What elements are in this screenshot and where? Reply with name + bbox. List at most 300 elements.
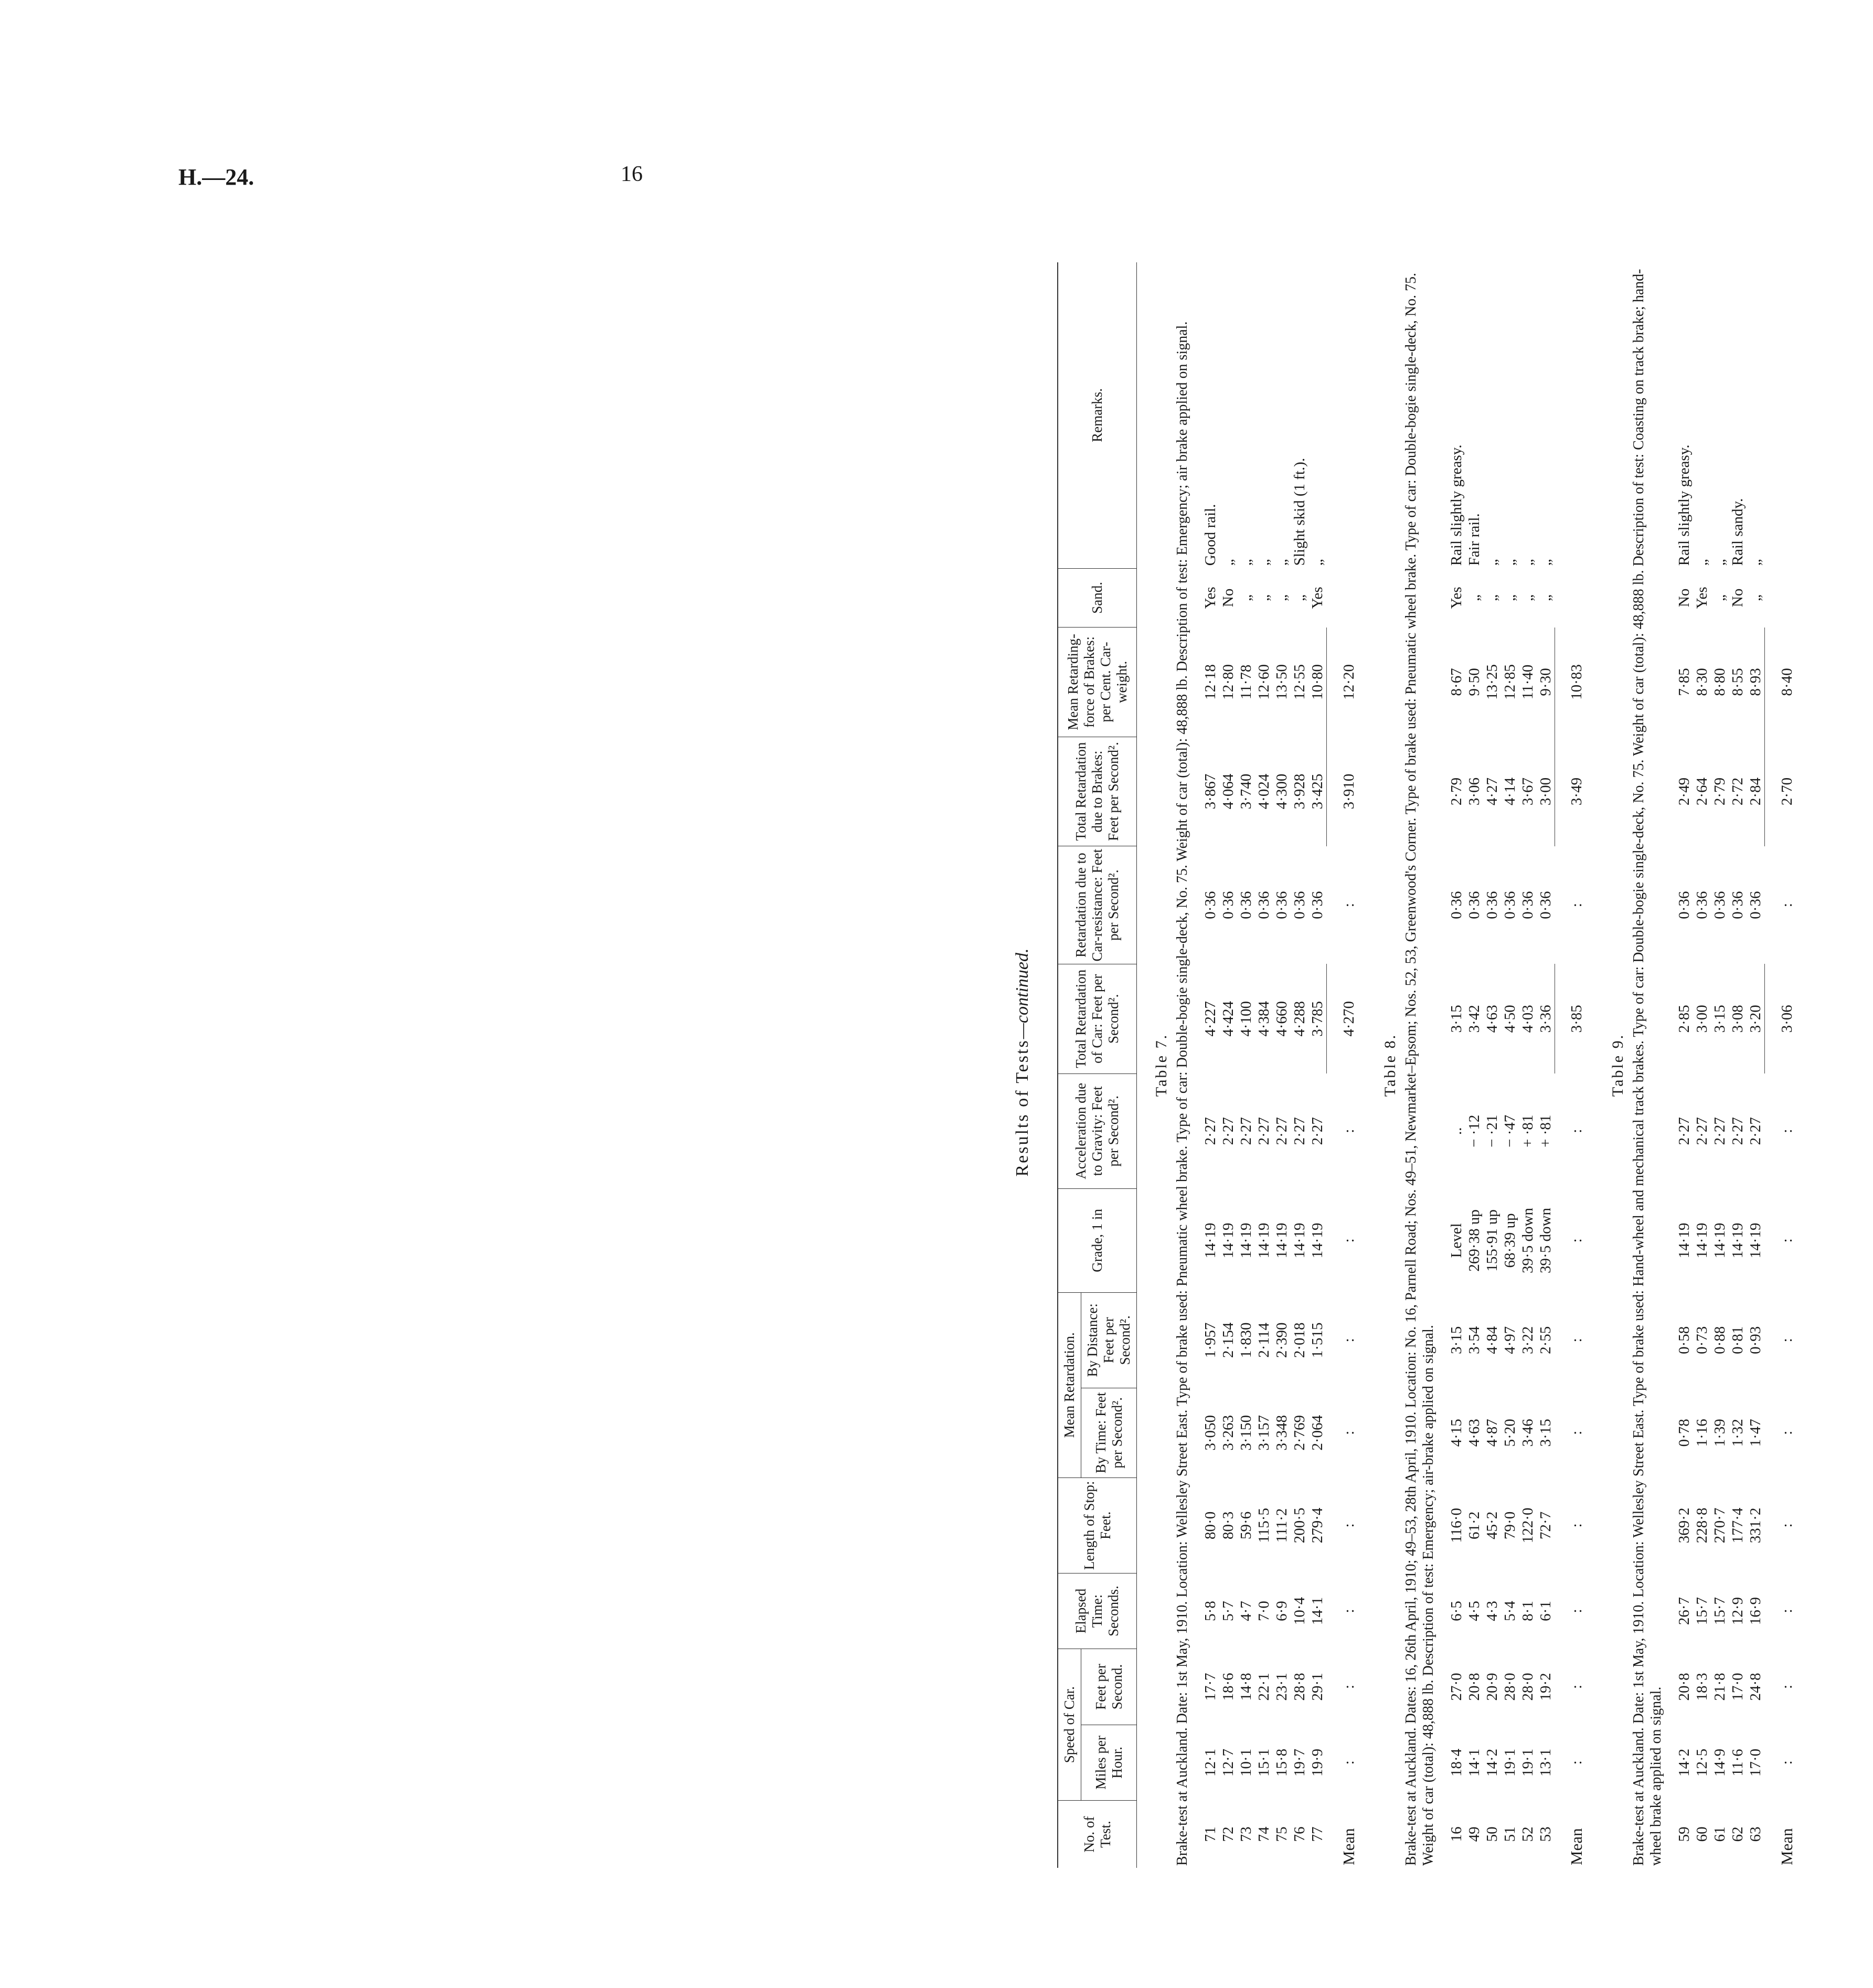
cell-res: 0·36 [1273, 891, 1290, 919]
cell-bd: 2·55 [1537, 1326, 1554, 1354]
cell-acc: + ·81 [1519, 1114, 1536, 1147]
cell-brk: 2·79 [1448, 777, 1465, 806]
cell-bt: 3·15 [1537, 1419, 1554, 1447]
mean-dots: : [1568, 1129, 1585, 1133]
cell-no: 73 [1238, 1826, 1254, 1842]
mean-dots: : [1568, 1684, 1585, 1689]
spacer-row [1194, 262, 1201, 1868]
mean-empty [1327, 262, 1366, 568]
cell-bd: 2·018 [1291, 1322, 1308, 1358]
cell-mph: 12·1 [1202, 1748, 1219, 1777]
cell-len: 79·0 [1501, 1511, 1518, 1539]
mean-empty [1555, 262, 1593, 568]
col-grade: Grade, 1 in [1058, 1188, 1137, 1292]
cell-len: 111·2 [1273, 1508, 1290, 1543]
cell-len: 122·0 [1519, 1507, 1536, 1544]
cell-sand: „ [1747, 594, 1764, 601]
cell-grade: 14·19 [1747, 1222, 1764, 1259]
cell-res: 0·36 [1694, 891, 1710, 919]
cell-force: 13·50 [1273, 664, 1290, 700]
mean-label: Mean [1567, 1828, 1585, 1865]
cell-brk: 4·024 [1255, 773, 1272, 810]
cell-fps: 20·8 [1676, 1673, 1693, 1701]
cell-time: 4·7 [1238, 1601, 1254, 1621]
cell-res: 0·36 [1729, 891, 1746, 919]
cell-res: 0·36 [1238, 891, 1254, 919]
cell-acc: 2·27 [1238, 1117, 1254, 1145]
cell-mph: 14·1 [1465, 1748, 1483, 1777]
cell-sand: Yes [1309, 587, 1326, 609]
cell-bd: 4·97 [1501, 1326, 1518, 1354]
cell-tot: 3·08 [1729, 1005, 1746, 1033]
cell-bd: 1·957 [1202, 1322, 1219, 1358]
cell-brk: 4·14 [1501, 777, 1518, 806]
cell-tot: 4·660 [1273, 1001, 1290, 1037]
cell-res: 0·36 [1202, 891, 1219, 919]
cell-grade: 14·19 [1676, 1222, 1693, 1259]
table-row [1255, 262, 1273, 1868]
cell-bt: 3·348 [1273, 1415, 1290, 1451]
cell-bt: 3·157 [1255, 1415, 1272, 1451]
mean-dots: : [1778, 1338, 1795, 1343]
cell-bt: 0·78 [1676, 1419, 1693, 1447]
cell-rem: Rail slightly greasy. [1676, 444, 1693, 566]
table-row [1675, 262, 1693, 1868]
page-reference: H.—24. [178, 164, 254, 190]
cell-fps: 18·3 [1694, 1673, 1710, 1701]
col-sand: Sand. [1058, 568, 1137, 627]
cell-bt: 1·16 [1694, 1419, 1710, 1447]
cell-brk: 3·67 [1519, 777, 1536, 806]
cell-len: 59·6 [1238, 1511, 1254, 1539]
cell-rem: „ [1747, 559, 1764, 566]
cell-time: 5·7 [1220, 1601, 1237, 1621]
cell-fps: 14·8 [1238, 1673, 1254, 1701]
cell-grade: 14·19 [1255, 1222, 1272, 1259]
mean-dots: : [1568, 903, 1585, 908]
results-title-text: Results of Tests [1013, 1039, 1032, 1177]
cell-brk: 3·00 [1537, 777, 1554, 806]
page-number: 16 [621, 162, 643, 186]
cell-force: 12·80 [1220, 664, 1237, 700]
cell-rem: „ [1519, 559, 1536, 566]
cell-acc: 2·27 [1711, 1117, 1728, 1145]
cell-rem: „ [1711, 559, 1728, 566]
table-description-row [1170, 262, 1194, 1868]
table-caption: Table 9. [1609, 1033, 1626, 1097]
cell-no: 49 [1465, 1826, 1483, 1842]
mean-force: 8·40 [1765, 628, 1804, 737]
cell-time: 15·7 [1711, 1597, 1728, 1625]
mean-row [1327, 262, 1366, 1868]
cell-fps: 20·9 [1483, 1673, 1500, 1701]
mean-dots: : [1340, 903, 1357, 908]
mean-brk: 2·70 [1765, 737, 1804, 846]
cell-sand: No [1220, 588, 1237, 608]
cell-acc: 2·27 [1747, 1117, 1764, 1145]
cell-sand: Yes [1202, 587, 1219, 609]
mean-empty [1765, 568, 1804, 627]
table-description: Brake-test at Auckland. Date: 1st May, 1910. Location: Wellesley Street East. Type of brake used: Pneumatic wheel brake. Type of car: Double-bogie single-deck, No. 75. Weight of car (total): 48,888 lb. Description of test: Emergency; air brake applied on signal. [1174, 321, 1190, 1866]
table-body [1137, 262, 1804, 1868]
cell-grade: 39·5 down [1537, 1207, 1554, 1273]
cell-sand: „ [1238, 594, 1254, 601]
table-row [1711, 262, 1729, 1868]
cell-sand: „ [1465, 594, 1483, 601]
cell-force: 11·40 [1519, 664, 1536, 700]
mean-brk: 3·910 [1327, 737, 1366, 846]
cell-res: 0·36 [1465, 891, 1483, 919]
cell-fps: 23·1 [1273, 1673, 1290, 1701]
cell-mph: 19·1 [1519, 1748, 1536, 1777]
col-group-speed: Speed of Car. [1058, 1649, 1081, 1801]
col-length-of-stop: Length of Stop: Feet. [1058, 1477, 1137, 1573]
cell-acc: 2·27 [1694, 1117, 1710, 1145]
cell-grade: 68·39 up [1501, 1213, 1518, 1268]
cell-force: 13·25 [1483, 664, 1500, 700]
cell-acc: − ·47 [1501, 1114, 1518, 1147]
mean-row [1555, 262, 1593, 1868]
cell-no: 59 [1676, 1826, 1693, 1842]
cell-tot: 3·00 [1694, 1005, 1710, 1033]
cell-fps: 22·1 [1255, 1673, 1272, 1701]
spacer-row [1668, 262, 1675, 1868]
cell-acc: 2·27 [1255, 1117, 1272, 1145]
mean-dots: : [1340, 1238, 1357, 1243]
cell-acc: .. [1448, 1127, 1465, 1135]
cell-fps: 28·8 [1291, 1673, 1308, 1701]
cell-grade: 39·5 down [1519, 1207, 1536, 1273]
cell-len: 116·0 [1448, 1508, 1465, 1543]
cell-tot: 2·85 [1676, 1005, 1693, 1033]
cell-bd: 3·54 [1465, 1326, 1483, 1354]
table-caption: Table 8. [1381, 1033, 1399, 1097]
mean-dots: : [1778, 903, 1795, 908]
mean-dots: : [1340, 1760, 1357, 1765]
cell-res: 0·36 [1747, 891, 1764, 919]
cell-time: 6·9 [1273, 1601, 1290, 1621]
cell-res: 0·36 [1537, 891, 1554, 919]
cell-brk: 4·27 [1483, 777, 1500, 806]
cell-no: 50 [1483, 1826, 1500, 1842]
cell-force: 8·67 [1448, 668, 1465, 696]
cell-mph: 15·8 [1273, 1748, 1290, 1777]
table-row [1501, 262, 1519, 1868]
cell-bt: 3·050 [1202, 1415, 1219, 1451]
cell-res: 0·36 [1220, 891, 1237, 919]
cell-res: 0·36 [1676, 891, 1693, 919]
col-feet-per-second: Feet per Second. [1081, 1649, 1137, 1725]
cell-fps: 17·7 [1202, 1673, 1219, 1701]
cell-fps: 17·0 [1729, 1673, 1746, 1701]
cell-mph: 14·2 [1676, 1748, 1693, 1777]
cell-mph: 13·1 [1537, 1748, 1554, 1777]
cell-rem: „ [1255, 559, 1272, 566]
mean-dots: : [1568, 1430, 1585, 1435]
cell-time: 7·0 [1255, 1601, 1272, 1621]
cell-tot: 4·63 [1483, 1005, 1500, 1033]
cell-acc: 2·27 [1220, 1117, 1237, 1145]
cell-bd: 2·114 [1255, 1322, 1272, 1358]
cell-res: 0·36 [1255, 891, 1272, 919]
cell-time: 4·5 [1465, 1601, 1483, 1621]
cell-fps: 28·0 [1501, 1673, 1518, 1701]
cell-grade: 155·91 up [1483, 1209, 1500, 1272]
cell-sand: „ [1501, 594, 1518, 601]
col-total-retardation-car: Total Retardation of Car: Feet per Second². [1058, 964, 1137, 1073]
cell-force: 8·55 [1729, 668, 1746, 696]
rotated-results-page [1007, 236, 1873, 1889]
table-row [1729, 262, 1747, 1868]
mean-row [1765, 262, 1804, 1868]
cell-tot: 3·15 [1448, 1005, 1465, 1033]
cell-tot: 4·227 [1202, 1001, 1219, 1037]
cell-res: 0·36 [1309, 891, 1326, 919]
col-total-retardation-brakes: Total Retardation due to Brakes: Feet per Second². [1058, 737, 1137, 846]
cell-res: 0·36 [1519, 891, 1536, 919]
mean-dots: : [1340, 1684, 1357, 1689]
cell-acc: − ·12 [1465, 1114, 1483, 1147]
cell-brk: 4·064 [1220, 773, 1237, 810]
cell-fps: 24·8 [1747, 1673, 1764, 1701]
cell-bt: 4·15 [1448, 1419, 1465, 1447]
cell-res: 0·36 [1291, 891, 1308, 919]
cell-len: 279·4 [1309, 1507, 1326, 1544]
cell-len: 270·7 [1711, 1507, 1728, 1544]
cell-brk: 2·79 [1711, 777, 1728, 806]
cell-brk: 2·49 [1676, 777, 1693, 806]
cell-rem: „ [1309, 559, 1326, 566]
cell-bt: 1·32 [1729, 1419, 1746, 1447]
mean-brk: 3·49 [1555, 737, 1593, 846]
cell-fps: 28·0 [1519, 1673, 1536, 1701]
cell-mph: 14·9 [1711, 1748, 1728, 1777]
cell-time: 6·5 [1448, 1601, 1465, 1621]
cell-grade: Level [1448, 1223, 1465, 1258]
cell-rem: „ [1694, 559, 1710, 566]
cell-no: 72 [1220, 1826, 1237, 1842]
cell-no: 62 [1729, 1826, 1746, 1842]
cell-acc: 2·27 [1676, 1117, 1693, 1145]
spacer-cell [1668, 262, 1675, 1868]
cell-time: 12·9 [1729, 1597, 1746, 1625]
cell-bt: 2·064 [1309, 1415, 1326, 1451]
cell-mph: 17·0 [1747, 1748, 1764, 1777]
cell-mph: 11·6 [1729, 1749, 1746, 1777]
cell-rem: „ [1483, 559, 1500, 566]
mean-dots: : [1778, 1238, 1795, 1243]
cell-res: 0·36 [1711, 891, 1728, 919]
cell-tot: 3·15 [1711, 1005, 1728, 1033]
cell-force: 12·60 [1255, 664, 1272, 700]
cell-brk: 3·928 [1291, 773, 1308, 810]
cell-bt: 3·46 [1519, 1419, 1536, 1447]
cell-time: 26·7 [1676, 1597, 1693, 1625]
cell-fps: 21·8 [1711, 1673, 1728, 1701]
table-caption-row [1366, 262, 1399, 1868]
table-row [1693, 262, 1711, 1868]
cell-rem: „ [1220, 559, 1237, 566]
cell-time: 15·7 [1694, 1597, 1710, 1625]
cell-res: 0·36 [1483, 891, 1500, 919]
cell-no: 71 [1202, 1826, 1219, 1842]
table-row [1537, 262, 1555, 1868]
mean-empty [1765, 262, 1804, 568]
cell-sand: „ [1537, 594, 1554, 601]
table-row [1273, 262, 1291, 1868]
cell-len: 45·2 [1483, 1511, 1500, 1539]
cell-mph: 14·2 [1483, 1748, 1500, 1777]
cell-force: 9·50 [1465, 668, 1483, 696]
cell-acc: − ·21 [1483, 1114, 1500, 1147]
cell-len: 72·7 [1537, 1511, 1554, 1539]
col-retarding-force: Mean Retarding-force of Brakes: per Cent. Car-weight. [1058, 628, 1137, 737]
cell-force: 12·18 [1202, 664, 1219, 700]
table-caption-row [1593, 262, 1627, 1868]
cell-sand: „ [1273, 594, 1290, 601]
cell-res: 0·36 [1501, 891, 1518, 919]
cell-time: 10·4 [1291, 1597, 1308, 1625]
mean-dots: : [1778, 1430, 1795, 1435]
cell-no: 16 [1448, 1826, 1465, 1842]
cell-sand: „ [1291, 594, 1308, 601]
mean-dots: : [1568, 1609, 1585, 1613]
cell-bd: 2·154 [1220, 1322, 1237, 1358]
cell-bt: 2·769 [1291, 1415, 1308, 1451]
cell-bt: 1·39 [1711, 1419, 1728, 1447]
cell-bd: 2·390 [1273, 1322, 1290, 1358]
cell-grade: 14·19 [1273, 1222, 1290, 1259]
mean-dots: : [1778, 1760, 1795, 1765]
mean-tot: 4·270 [1327, 964, 1366, 1073]
mean-dots: : [1778, 1129, 1795, 1133]
cell-grade: 14·19 [1694, 1222, 1710, 1259]
mean-dots: : [1340, 1338, 1357, 1343]
cell-sand: No [1729, 588, 1746, 608]
cell-force: 10·80 [1309, 664, 1326, 700]
mean-dots: : [1340, 1523, 1357, 1528]
cell-bd: 4·84 [1483, 1326, 1500, 1354]
cell-no: 77 [1309, 1826, 1326, 1842]
cell-time: 5·8 [1202, 1601, 1219, 1621]
cell-brk: 2·64 [1694, 777, 1710, 806]
cell-mph: 15·1 [1255, 1748, 1272, 1777]
mean-label: Mean [1339, 1828, 1358, 1865]
cell-no: 52 [1519, 1826, 1536, 1842]
cell-time: 16·9 [1747, 1597, 1764, 1625]
cell-brk: 3·06 [1465, 777, 1483, 806]
cell-rem: „ [1273, 559, 1290, 566]
mean-empty [1327, 568, 1366, 627]
cell-no: 60 [1694, 1826, 1710, 1842]
cell-len: 80·3 [1220, 1511, 1237, 1539]
cell-time: 4·3 [1483, 1601, 1500, 1621]
cell-mph: 10·1 [1238, 1748, 1254, 1777]
cell-force: 8·30 [1694, 668, 1710, 696]
table-description: Brake-test at Auckland. Date: 1st May, 1910. Location: Wellesley Street East. Type of brake used: Hand-wheel and mechanical track brakes. Type of car: Double-bogie single-deck, No. 75. Weight of car (total): 48,888 lb. Description of test: Coasting on track brake; hand-wheel brake applied on signal. [1631, 269, 1664, 1866]
cell-grade: 14·19 [1220, 1222, 1237, 1259]
cell-rem: „ [1537, 559, 1554, 566]
table-row [1519, 262, 1537, 1868]
cell-time: 6·1 [1537, 1601, 1554, 1621]
cell-mph: 19·9 [1309, 1748, 1326, 1777]
mean-dots: : [1778, 1609, 1795, 1613]
mean-force: 10·83 [1555, 628, 1593, 737]
cell-tot: 3·20 [1747, 1005, 1764, 1033]
table-row [1465, 262, 1483, 1868]
mean-dots: : [1778, 1523, 1795, 1528]
cell-bd: 1·830 [1238, 1322, 1254, 1358]
table-row [1201, 262, 1219, 1868]
cell-fps: 18·6 [1220, 1673, 1237, 1701]
col-elapsed-time: Elapsed Time: Seconds. [1058, 1573, 1137, 1649]
cell-acc: + ·81 [1537, 1114, 1554, 1147]
cell-mph: 19·1 [1501, 1748, 1518, 1777]
cell-brk: 2·72 [1729, 777, 1746, 806]
mean-tot: 3·85 [1555, 964, 1593, 1073]
table-description-row [1399, 262, 1440, 1868]
cell-bt: 4·87 [1483, 1419, 1500, 1447]
results-title-suffix: —continued. [1013, 948, 1032, 1039]
cell-no: 74 [1255, 1826, 1272, 1842]
cell-acc: 2·27 [1291, 1117, 1308, 1145]
cell-sand: „ [1483, 594, 1500, 601]
cell-force: 9·30 [1537, 668, 1554, 696]
cell-bt: 3·150 [1238, 1415, 1254, 1451]
cell-fps: 19·2 [1537, 1673, 1554, 1701]
cell-grade: 14·19 [1238, 1222, 1254, 1259]
mean-dots: : [1778, 1684, 1795, 1689]
cell-rem: Good rail. [1202, 504, 1219, 566]
cell-time: 5·4 [1501, 1601, 1518, 1621]
cell-no: 61 [1711, 1826, 1728, 1842]
cell-brk: 3·867 [1202, 773, 1219, 810]
col-group-mean-retardation: Mean Retardation. [1058, 1292, 1081, 1477]
cell-rem: Fair rail. [1465, 513, 1483, 566]
cell-grade: 14·19 [1202, 1222, 1219, 1259]
table-row [1448, 262, 1465, 1868]
mean-dots: : [1568, 1760, 1585, 1765]
cell-bd: 0·88 [1711, 1326, 1728, 1354]
cell-sand: „ [1255, 594, 1272, 601]
table-row [1237, 262, 1255, 1868]
cell-rem: „ [1501, 559, 1518, 566]
cell-bd: 0·93 [1747, 1326, 1764, 1354]
cell-sand: „ [1519, 594, 1536, 601]
cell-len: 177·4 [1729, 1507, 1746, 1544]
cell-grade: 269·38 up [1465, 1209, 1483, 1272]
cell-len: 80·0 [1202, 1511, 1219, 1539]
cell-mph: 12·5 [1694, 1748, 1710, 1777]
cell-tot: 3·36 [1537, 1005, 1554, 1033]
cell-len: 200·5 [1291, 1507, 1308, 1544]
mean-force: 12·20 [1327, 628, 1366, 737]
cell-acc: 2·27 [1273, 1117, 1290, 1145]
cell-force: 12·85 [1501, 664, 1518, 700]
cell-res: 0·36 [1448, 891, 1465, 919]
results-title [1013, 236, 1033, 1889]
cell-len: 115·5 [1255, 1508, 1272, 1543]
cell-bt: 5·20 [1501, 1419, 1518, 1447]
cell-bd: 0·73 [1694, 1326, 1710, 1354]
cell-len: 61·2 [1465, 1511, 1483, 1539]
cell-brk: 4·300 [1273, 773, 1290, 810]
table-row [1747, 262, 1765, 1868]
cell-no: 51 [1501, 1826, 1518, 1842]
cell-tot: 3·42 [1465, 1005, 1483, 1033]
cell-bd: 0·58 [1676, 1326, 1693, 1354]
spacer-cell [1440, 262, 1448, 1868]
